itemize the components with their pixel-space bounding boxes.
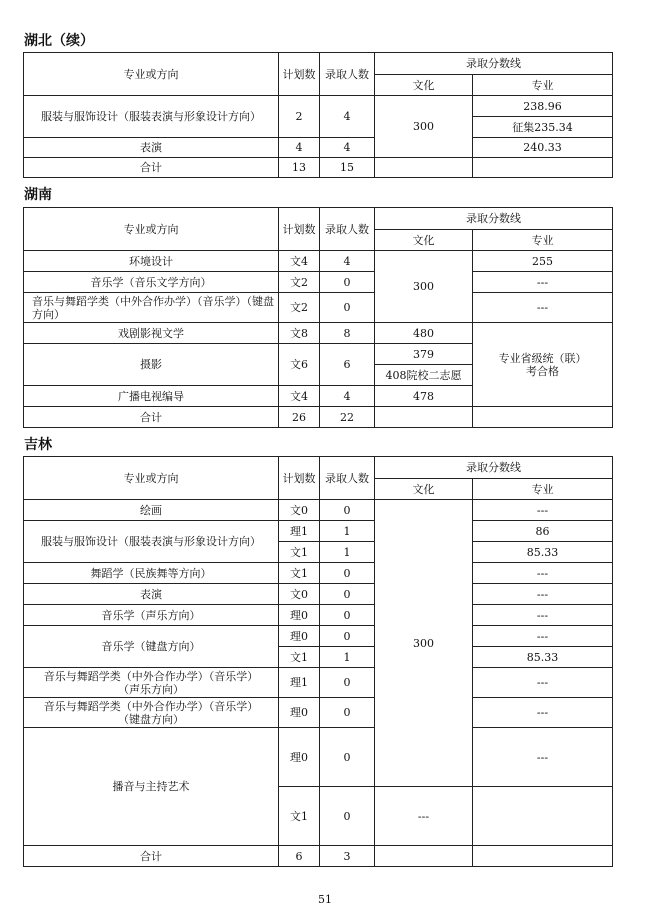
cell-specialty: 征集235.34 bbox=[473, 117, 613, 138]
cell-plan: 理1 bbox=[279, 521, 320, 542]
cell-admit: 1 bbox=[320, 542, 375, 563]
header-culture: 文化 bbox=[375, 479, 473, 500]
cell-major: 绘画 bbox=[24, 500, 279, 521]
header-admit: 录取人数 bbox=[320, 53, 375, 96]
cell-admit: 1 bbox=[320, 521, 375, 542]
cell-admit: 0 bbox=[320, 584, 375, 605]
cell-major: 表演 bbox=[24, 138, 279, 158]
cell-admit: 4 bbox=[320, 96, 375, 138]
cell-major: 音乐与舞蹈学类（中外合作办学）（音乐学）（键盘方向） bbox=[24, 293, 279, 323]
cell-culture: 300 bbox=[375, 96, 473, 158]
header-culture: 文化 bbox=[375, 230, 473, 251]
total-label: 合计 bbox=[24, 407, 279, 428]
header-major: 专业或方向 bbox=[24, 53, 279, 96]
cell-plan: 文2 bbox=[279, 293, 320, 323]
cell-culture: 478 bbox=[375, 386, 473, 407]
header-culture: 文化 bbox=[375, 75, 473, 96]
header-admit: 录取人数 bbox=[320, 208, 375, 251]
cell-major: 舞蹈学（民族舞等方向） bbox=[24, 563, 279, 584]
empty-cell bbox=[473, 846, 613, 867]
cell-major: 广播电视编导 bbox=[24, 386, 279, 407]
header-score-line: 录取分数线 bbox=[375, 457, 613, 479]
cell-culture-merged: 300 bbox=[375, 500, 473, 787]
cell-plan: 2 bbox=[279, 96, 320, 138]
cell-culture: 379 bbox=[375, 344, 473, 365]
cell-specialty: --- bbox=[473, 698, 613, 728]
cell-major: 音乐学（音乐文学方向） bbox=[24, 272, 279, 293]
cell-specialty: --- bbox=[473, 272, 613, 293]
cell-specialty: --- bbox=[473, 584, 613, 605]
cell-specialty: 240.33 bbox=[473, 138, 613, 158]
cell-specialty-merged: 专业省级统（联）考合格 bbox=[473, 323, 613, 407]
total-admit: 3 bbox=[320, 846, 375, 867]
cell-plan: 理0 bbox=[279, 626, 320, 647]
header-specialty: 专业 bbox=[473, 479, 613, 500]
cell-admit: 0 bbox=[320, 698, 375, 728]
cell-admit: 0 bbox=[320, 626, 375, 647]
cell-plan: 理1 bbox=[279, 668, 320, 698]
header-score-line: 录取分数线 bbox=[375, 53, 613, 75]
header-admit: 录取人数 bbox=[320, 457, 375, 500]
cell-admit: 0 bbox=[320, 272, 375, 293]
cell-plan: 文1 bbox=[279, 542, 320, 563]
cell-major: 服装与服饰设计（服装表演与形象设计方向） bbox=[24, 521, 279, 563]
cell-plan: 文0 bbox=[279, 500, 320, 521]
cell-admit: 0 bbox=[320, 293, 375, 323]
cell-specialty: 238.96 bbox=[473, 96, 613, 117]
cell-plan: 文1 bbox=[279, 647, 320, 668]
admission-table-hunan bbox=[23, 207, 613, 428]
cell-specialty: 85.33 bbox=[473, 647, 613, 668]
cell-admit: 8 bbox=[320, 323, 375, 344]
cell-major: 戏剧影视文学 bbox=[24, 323, 279, 344]
cell-plan: 理0 bbox=[279, 698, 320, 728]
cell-specialty: --- bbox=[473, 605, 613, 626]
section-title-jilin: 吉林 bbox=[24, 437, 52, 453]
cell-major: 音乐与舞蹈学类（中外合作办学）（音乐学）（声乐方向） bbox=[24, 668, 279, 698]
cell-plan: 理0 bbox=[279, 728, 320, 787]
section-title-hubei: 湖北（续） bbox=[24, 33, 94, 49]
header-plan: 计划数 bbox=[279, 208, 320, 251]
cell-plan: 文0 bbox=[279, 584, 320, 605]
cell-specialty: --- bbox=[473, 563, 613, 584]
cell-admit: 4 bbox=[320, 138, 375, 158]
header-major: 专业或方向 bbox=[24, 457, 279, 500]
cell-culture: 480 bbox=[375, 323, 473, 344]
cell-specialty: 86 bbox=[473, 521, 613, 542]
total-admit: 15 bbox=[320, 158, 375, 178]
cell-admit: 0 bbox=[320, 605, 375, 626]
header-plan: 计划数 bbox=[279, 53, 320, 96]
cell-culture: 408院校二志愿 bbox=[375, 365, 473, 386]
cell-specialty: 85.33 bbox=[473, 542, 613, 563]
cell-major: 播音与主持艺术 bbox=[24, 728, 279, 846]
cell-culture-merged: 300 bbox=[375, 251, 473, 323]
empty-cell bbox=[375, 407, 473, 428]
header-specialty: 专业 bbox=[473, 75, 613, 96]
total-admit: 22 bbox=[320, 407, 375, 428]
header-specialty: 专业 bbox=[473, 230, 613, 251]
cell-plan: 文1 bbox=[279, 563, 320, 584]
header-plan: 计划数 bbox=[279, 457, 320, 500]
empty-cell bbox=[473, 158, 613, 178]
cell-major: 服装与服饰设计（服装表演与形象设计方向） bbox=[24, 96, 279, 138]
total-label: 合计 bbox=[24, 846, 279, 867]
header-major: 专业或方向 bbox=[24, 208, 279, 251]
cell-admit: 0 bbox=[320, 563, 375, 584]
total-plan: 6 bbox=[279, 846, 320, 867]
cell-culture: --- bbox=[473, 728, 613, 787]
admission-table-hubei bbox=[23, 52, 613, 178]
cell-admit: 4 bbox=[320, 251, 375, 272]
cell-admit: 4 bbox=[320, 386, 375, 407]
empty-cell bbox=[473, 407, 613, 428]
total-label: 合计 bbox=[24, 158, 279, 178]
cell-plan: 文1 bbox=[279, 787, 320, 846]
cell-plan: 文4 bbox=[279, 386, 320, 407]
cell-specialty: --- bbox=[473, 500, 613, 521]
cell-plan: 文4 bbox=[279, 251, 320, 272]
cell-admit: 0 bbox=[320, 500, 375, 521]
cell-admit: 0 bbox=[320, 728, 375, 787]
cell-major: 摄影 bbox=[24, 344, 279, 386]
cell-major: 音乐学（键盘方向） bbox=[24, 626, 279, 668]
total-plan: 13 bbox=[279, 158, 320, 178]
cell-plan: 文6 bbox=[279, 344, 320, 386]
header-score-line: 录取分数线 bbox=[375, 208, 613, 230]
cell-major: 音乐与舞蹈学类（中外合作办学）（音乐学）（键盘方向） bbox=[24, 698, 279, 728]
page-number: 51 bbox=[318, 893, 332, 906]
section-title-hunan: 湖南 bbox=[24, 187, 52, 203]
admission-table-jilin bbox=[23, 456, 613, 867]
total-plan: 26 bbox=[279, 407, 320, 428]
cell-specialty: --- bbox=[473, 668, 613, 698]
cell-major: 表演 bbox=[24, 584, 279, 605]
cell-culture: --- bbox=[375, 787, 473, 846]
empty-cell bbox=[375, 158, 473, 178]
cell-admit: 6 bbox=[320, 344, 375, 386]
cell-specialty: --- bbox=[473, 626, 613, 647]
cell-major: 音乐学（声乐方向） bbox=[24, 605, 279, 626]
empty-cell bbox=[375, 846, 473, 867]
cell-plan: 理0 bbox=[279, 605, 320, 626]
cell-admit: 1 bbox=[320, 647, 375, 668]
cell-plan: 4 bbox=[279, 138, 320, 158]
cell-plan: 文2 bbox=[279, 272, 320, 293]
cell-plan: 文8 bbox=[279, 323, 320, 344]
cell-admit: 0 bbox=[320, 787, 375, 846]
cell-specialty: 255 bbox=[473, 251, 613, 272]
cell-specialty: --- bbox=[473, 293, 613, 323]
cell-major: 环境设计 bbox=[24, 251, 279, 272]
cell-admit: 0 bbox=[320, 668, 375, 698]
